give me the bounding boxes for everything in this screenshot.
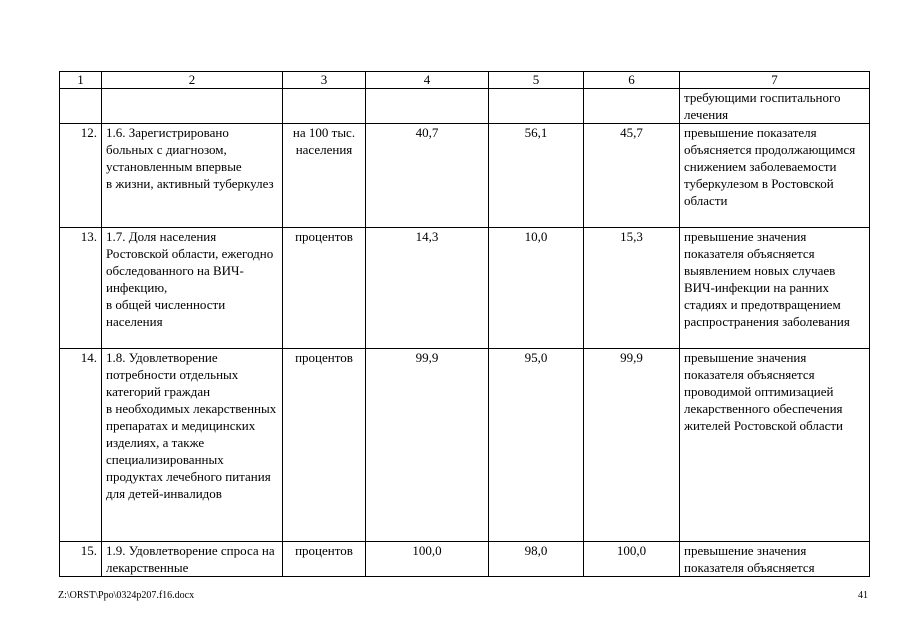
value-col-5: 95,0 [489, 349, 584, 542]
table-row [60, 542, 870, 577]
header-col-4: 4 [366, 72, 489, 89]
value-col-4: 40,7 [366, 124, 489, 228]
table-row [60, 349, 870, 542]
value-col-5: 56,1 [489, 124, 584, 228]
note: превышение значения показателя объясняется выявлением новых случаев ВИЧ-инфекции на ранних стадиях и предотвращением распространения заболевания [680, 228, 870, 349]
unit: процентов [283, 228, 366, 349]
table-row [60, 124, 870, 228]
header-col-2: 2 [102, 72, 283, 89]
header-col-5: 5 [489, 72, 584, 89]
cont-cell-3 [283, 89, 366, 124]
indicator-name: 1.9. Удовлетворение спроса на лекарственные [102, 542, 283, 577]
cont-cell-2 [102, 89, 283, 124]
note: превышение значения показателя объясняется проводимой оптимизацией лекарственного обеспечения жителей Ростовской области [680, 349, 870, 542]
header-col-7: 7 [680, 72, 870, 89]
page-number: 41 [858, 590, 868, 601]
header-col-3: 3 [283, 72, 366, 89]
row-number: 15. [60, 542, 102, 577]
header-row [60, 72, 870, 89]
note: превышение значения показателя объясняется [680, 542, 870, 577]
row-number: 13. [60, 228, 102, 349]
value-col-5: 10,0 [489, 228, 584, 349]
indicator-name: 1.7. Доля населения Ростовской области, ежегодно обследованного на ВИЧ-инфекцию, в общей численности населения [102, 228, 283, 349]
cont-cell-1 [60, 89, 102, 124]
row-number: 12. [60, 124, 102, 228]
unit: процентов [283, 542, 366, 577]
cont-cell-4 [366, 89, 489, 124]
value-col-4: 14,3 [366, 228, 489, 349]
footer-file-path: Z:\ORST\Ppo\0324p207.f16.docx [58, 590, 195, 601]
header-col-6: 6 [584, 72, 680, 89]
header-col-1: 1 [60, 72, 102, 89]
note: превышение показателя объясняется продолжающимся снижением заболеваемости туберкулезом в Ростовской области [680, 124, 870, 228]
indicators-table [59, 71, 870, 577]
cont-note: требующими госпитального лечения [680, 89, 870, 124]
cont-cell-5 [489, 89, 584, 124]
table-row [60, 228, 870, 349]
value-col-6: 15,3 [584, 228, 680, 349]
unit: процентов [283, 349, 366, 542]
value-col-6: 99,9 [584, 349, 680, 542]
value-col-4: 99,9 [366, 349, 489, 542]
value-col-4: 100,0 [366, 542, 489, 577]
continuation-row [60, 89, 870, 124]
value-col-6: 100,0 [584, 542, 680, 577]
unit: на 100 тыс. населения [283, 124, 366, 228]
row-number: 14. [60, 349, 102, 542]
value-col-5: 98,0 [489, 542, 584, 577]
value-col-6: 45,7 [584, 124, 680, 228]
cont-cell-6 [584, 89, 680, 124]
indicator-name: 1.8. Удовлетворение потребности отдельных категорий граждан в необходимых лекарственных препаратах и медицинских изделиях, а также специализированных продуктах лечебного питания для детей-инвалидов [102, 349, 283, 542]
indicator-name: 1.6. Зарегистрировано больных с диагнозом, установленным впервые в жизни, активный туберкулез [102, 124, 283, 228]
